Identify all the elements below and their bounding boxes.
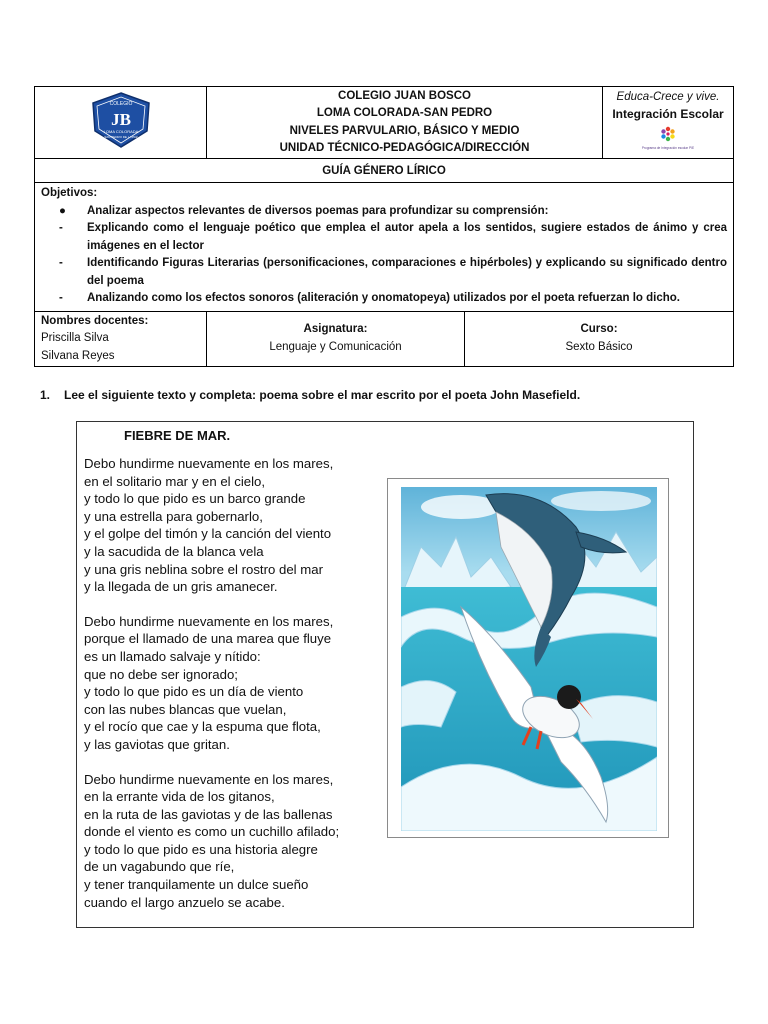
poem-line: Debo hundirme nuevamente en los mares, bbox=[84, 456, 334, 471]
objective-text: Identificando Figuras Literarias (personificaciones, comparaciones e hipérboles) y explicando su significado dentro del poema bbox=[87, 257, 727, 287]
bullet-marker: ● bbox=[59, 204, 66, 217]
poem-line: en la ruta de las gaviotas y de las ballenas bbox=[84, 806, 333, 822]
guide-title: GUÍA GÉNERO LÍRICO bbox=[35, 159, 734, 183]
objective-item bbox=[41, 220, 727, 255]
poem-line: y tener tranquilamente un dulce sueño bbox=[84, 877, 309, 893]
svg-text:LOMA COLORADA: LOMA COLORADA bbox=[103, 129, 138, 134]
svg-text:COLEGIO: COLEGIO bbox=[109, 101, 132, 107]
whale-seagull-illustration bbox=[387, 478, 669, 838]
poem-line: y una estrella para gobernarlo, bbox=[84, 508, 263, 524]
header-table bbox=[34, 86, 734, 367]
objective-text: Explicando como el lenguaje poético que emplea el autor apela a los sentidos, sugiere estados de ánimo y crea imágenes en el lector bbox=[87, 222, 727, 252]
poem-line: y una gris neblina sobre el rostro del mar bbox=[84, 561, 323, 577]
sea-scene-image bbox=[401, 487, 657, 831]
school-name: COLEGIO JUAN BOSCO bbox=[338, 89, 471, 102]
school-crest-logo bbox=[89, 91, 153, 149]
question-number: 1. bbox=[40, 388, 51, 402]
poem-line: Debo hundirme nuevamente en los mares, bbox=[84, 613, 334, 629]
poem-body bbox=[84, 455, 339, 928]
school-unit: UNIDAD TÉCNICO-PEDAGÓGICA/DIRECCIÓN bbox=[279, 142, 530, 154]
objectives-title: Objetivos: bbox=[41, 187, 98, 199]
poem-line: donde el viento es como un cuchillo afilado; bbox=[84, 824, 340, 840]
school-location: LOMA COLORADA-SAN PEDRO bbox=[316, 107, 493, 119]
poem-line: cuando el largo anzuelo se acabe. bbox=[84, 894, 285, 910]
objective-item bbox=[41, 203, 727, 221]
dash-marker: - bbox=[59, 222, 63, 234]
poem-line: y la sacudida de la blanca vela bbox=[84, 543, 264, 559]
subject-title: Asignatura: bbox=[303, 323, 368, 336]
program-name: Integración Escolar bbox=[612, 106, 724, 121]
poem-line: y el golpe del timón y la canción del viento bbox=[84, 526, 332, 542]
objectives-section bbox=[35, 183, 734, 312]
subject-value: Lenguaje y Comunicación bbox=[269, 340, 402, 353]
poem-line: y la llegada de un gris amanecer. bbox=[84, 579, 278, 595]
teachers-cell bbox=[35, 311, 207, 367]
poem-title: FIEBRE DE MAR. bbox=[124, 428, 231, 443]
subject-course-row bbox=[207, 311, 734, 367]
teachers-title: Nombres docentes: bbox=[41, 314, 149, 327]
subject-course-table bbox=[207, 312, 733, 366]
school-levels: NIVELES PARVULARIO, BÁSICO Y MEDIO bbox=[289, 124, 520, 137]
course-value: Sexto Básico bbox=[565, 340, 633, 353]
stanza bbox=[84, 771, 339, 912]
poem-line: Debo hundirme nuevamente en los mares, bbox=[84, 771, 334, 787]
stanza bbox=[84, 455, 339, 596]
course-title: Curso: bbox=[580, 323, 618, 336]
logo-cell bbox=[35, 87, 207, 159]
stanza bbox=[84, 613, 339, 754]
svg-text:Programa de Integración escola: Programa de Integración escolar PIE bbox=[641, 145, 695, 150]
question-1 bbox=[40, 388, 580, 402]
poem-line: de un vagabundo que ríe, bbox=[84, 859, 235, 875]
pie-program-logo bbox=[633, 123, 703, 151]
teacher-name: Priscilla Silva bbox=[41, 332, 109, 344]
school-info-cell bbox=[207, 87, 603, 159]
dash-marker: - bbox=[59, 292, 63, 304]
poem-line: y todo lo que pido es un día de viento bbox=[84, 684, 304, 700]
subject-cell bbox=[207, 312, 465, 366]
dash-marker: - bbox=[59, 257, 63, 269]
poem-line: en la errante vida de los gitanos, bbox=[84, 789, 275, 805]
objective-item bbox=[41, 290, 727, 308]
objective-item bbox=[41, 255, 727, 290]
objective-text: Analizar aspectos relevantes de diversos poemas para profundizar su comprensión: bbox=[87, 204, 549, 217]
poem-line: que no debe ser ignorado; bbox=[84, 666, 238, 682]
question-text: Lee el siguiente texto y completa: poema sobre el mar escrito por el poeta John Masefield. bbox=[64, 388, 581, 402]
poem-line: porque el llamado de una marea que fluye bbox=[84, 631, 332, 647]
motto: Educa-Crece y vive. bbox=[616, 90, 720, 103]
poem-line: con las nubes blancas que vuelan, bbox=[84, 701, 287, 717]
objective-text: Analizando como los efectos sonoros (aliteración y onomatopeya) utilizados por el poeta refuerzan lo dicho. bbox=[87, 292, 680, 304]
poem-box bbox=[76, 421, 694, 928]
svg-text:JB: JB bbox=[110, 110, 131, 129]
poem-line: y todo lo que pido es una historia alegre bbox=[84, 841, 318, 857]
poem-line: y las gaviotas que gritan. bbox=[84, 736, 230, 752]
poem-line: en el solitario mar y en el cielo, bbox=[84, 473, 266, 489]
svg-text:SAN PEDRO DE LA PAZ: SAN PEDRO DE LA PAZ bbox=[103, 135, 138, 139]
poem-line: y el rocío que cae y la espuma que flota, bbox=[84, 719, 321, 735]
teacher-name: Silvana Reyes bbox=[41, 349, 115, 362]
poem-line: es un llamado salvaje y nítido: bbox=[84, 648, 261, 664]
poem-line: y todo lo que pido es un barco grande bbox=[84, 491, 306, 507]
course-cell bbox=[465, 312, 734, 366]
program-cell bbox=[603, 87, 734, 159]
